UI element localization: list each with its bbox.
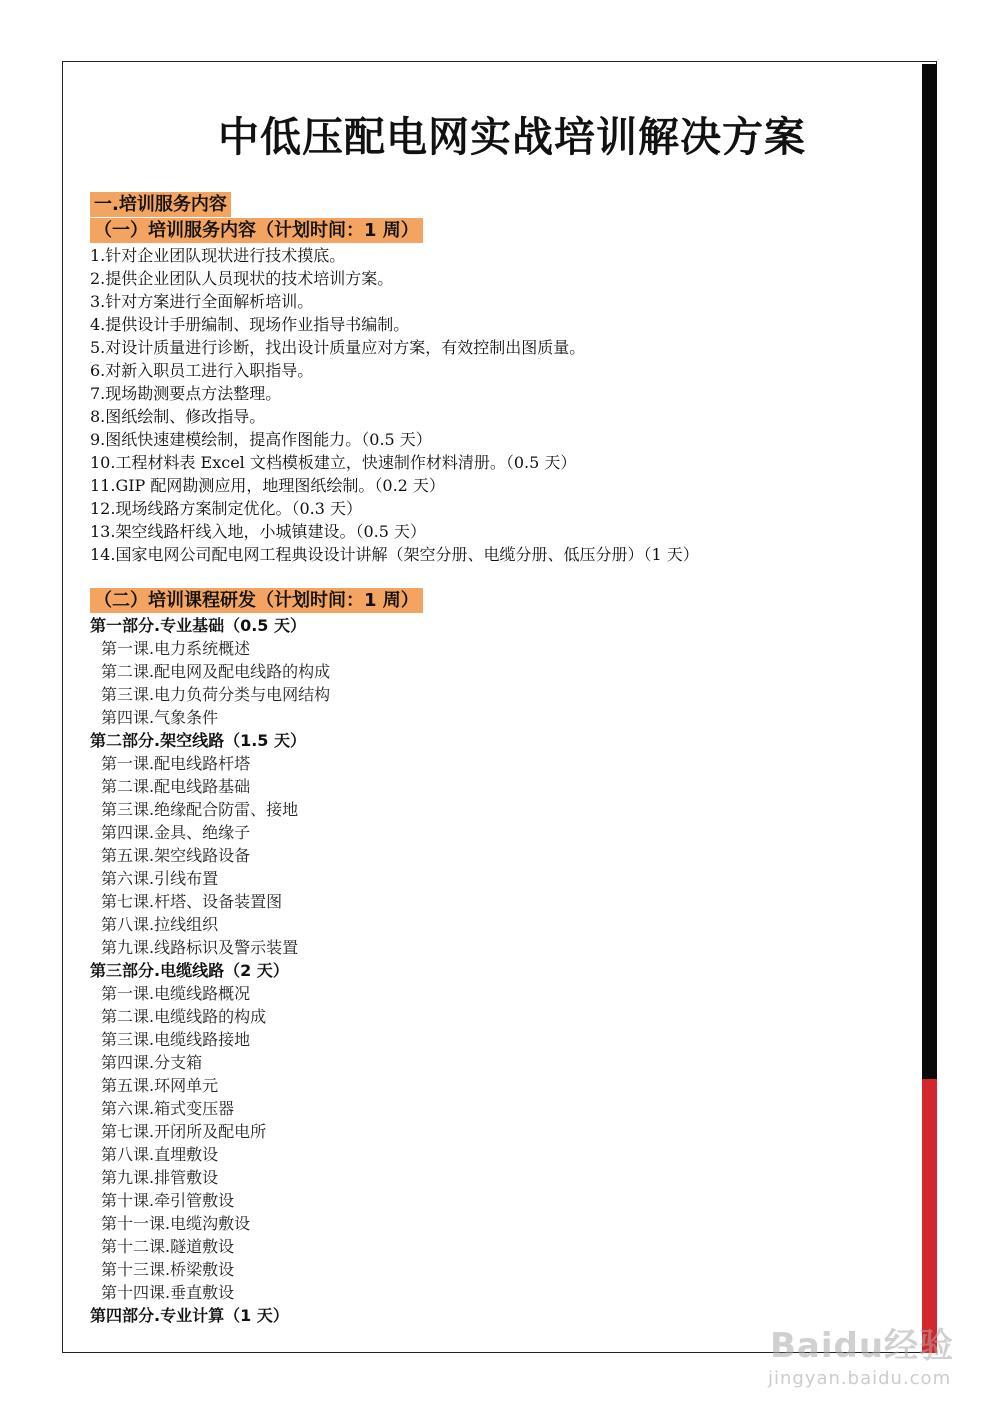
lesson-item: 第一课.配电线路杆塔: [101, 754, 251, 773]
lesson-item: 第七课.杆塔、设备装置图: [101, 892, 283, 911]
lesson-item: 第十二课.隧道敷设: [101, 1237, 235, 1256]
lesson-item: 第八课.直埋敷设: [101, 1145, 219, 1164]
lesson-item: 第十一课.电缆沟敷设: [101, 1214, 251, 1233]
service-item-list: [90, 244, 910, 566]
lesson-item: 第一课.电缆线路概况: [101, 984, 251, 1003]
course-part-title: 第四部分.专业计算（1 天）: [90, 1306, 289, 1325]
lesson-item: 第十四课.垂直敷设: [101, 1283, 235, 1302]
service-item: 3.针对方案进行全面解析培训。: [90, 292, 314, 311]
document-body: [90, 192, 910, 1327]
service-item: 4.提供设计手册编制、现场作业指导书编制。: [90, 315, 410, 334]
lesson-item: 第六课.引线布置: [101, 869, 219, 888]
lesson-item: 第一课.电力系统概述: [101, 639, 251, 658]
watermark-logo: Baidu经验: [770, 1326, 955, 1366]
course-part-title: 第一部分.专业基础（0.5 天）: [90, 616, 306, 635]
service-item: 5.对设计质量进行诊断，找出设计质量应对方案，有效控制出图质量。: [90, 338, 586, 357]
lesson-item: 第十三课.桥梁敷设: [101, 1260, 235, 1279]
subsection-heading-label: （二）培训课程研发（计划时间：1 周）: [90, 588, 423, 613]
service-item: 13.架空线路杆线入地，小城镇建设。（0.5 天）: [90, 522, 426, 541]
service-item: 1.针对企业团队现状进行技术摸底。: [90, 246, 346, 265]
side-decor-bar-red: [922, 1079, 937, 1353]
lesson-item: 第三课.绝缘配合防雷、接地: [101, 800, 299, 819]
lesson-item: 第二课.配电网及配电线路的构成: [101, 662, 331, 681]
lesson-item: 第二课.配电线路基础: [101, 777, 251, 796]
service-item: 10.工程材料表 Excel 文档模板建立，快速制作材料清册。（0.5 天）: [90, 453, 577, 472]
service-item: 8.图纸绘制、修改指导。: [90, 407, 266, 426]
section-heading: [90, 192, 910, 218]
lesson-item: 第七课.开闭所及配电所: [101, 1122, 267, 1141]
lesson-item: 第三课.电力负荷分类与电网结构: [101, 685, 331, 704]
lesson-item: 第九课.线路标识及警示装置: [101, 938, 299, 957]
service-item: 12.现场线路方案制定优化。（0.3 天）: [90, 499, 362, 518]
lesson-item: 第六课.箱式变压器: [101, 1099, 235, 1118]
lesson-item: 第二课.电缆线路的构成: [101, 1007, 267, 1026]
spacer: [90, 566, 910, 588]
course-part-title: 第三部分.电缆线路（2 天）: [90, 961, 289, 980]
watermark-url: jingyan.baidu.com: [768, 1368, 952, 1389]
lesson-item: 第九课.排管敷设: [101, 1168, 219, 1187]
section-heading-label: 一.培训服务内容: [90, 192, 231, 217]
subsection-heading: [90, 588, 910, 614]
subsection-heading-label: （一）培训服务内容（计划时间：1 周）: [90, 218, 423, 243]
document-title: 中低压配电网实战培训解决方案: [218, 113, 806, 161]
service-item: 9.图纸快速建模绘制，提高作图能力。（0.5 天）: [90, 430, 432, 449]
lesson-item: 第四课.气象条件: [101, 708, 219, 727]
service-item: 6.对新入职员工进行入职指导。: [90, 361, 314, 380]
service-item: 7.现场勘测要点方法整理。: [90, 384, 282, 403]
course-part-title: 第二部分.架空线路（1.5 天）: [90, 731, 306, 750]
lesson-item: 第三课.电缆线路接地: [101, 1030, 251, 1049]
lesson-item: 第八课.拉线组织: [101, 915, 219, 934]
lesson-item: 第四课.分支箱: [101, 1053, 203, 1072]
lesson-item: 第五课.环网单元: [101, 1076, 219, 1095]
service-item: 11.GIP 配网勘测应用，地理图纸绘制。（0.2 天）: [90, 476, 445, 495]
service-item: 2.提供企业团队人员现状的技术培训方案。: [90, 269, 394, 288]
subsection-heading: [90, 218, 910, 244]
course-part-list: [90, 614, 910, 1327]
lesson-item: 第十课.牵引管敷设: [101, 1191, 235, 1210]
lesson-item: 第五课.架空线路设备: [101, 846, 251, 865]
lesson-item: 第四课.金具、绝缘子: [101, 823, 251, 842]
service-item: 14.国家电网公司配电网工程典设设计讲解（架空分册、电缆分册、低压分册）（1 天）: [90, 545, 699, 564]
side-decor-bar-black: [922, 64, 937, 1079]
